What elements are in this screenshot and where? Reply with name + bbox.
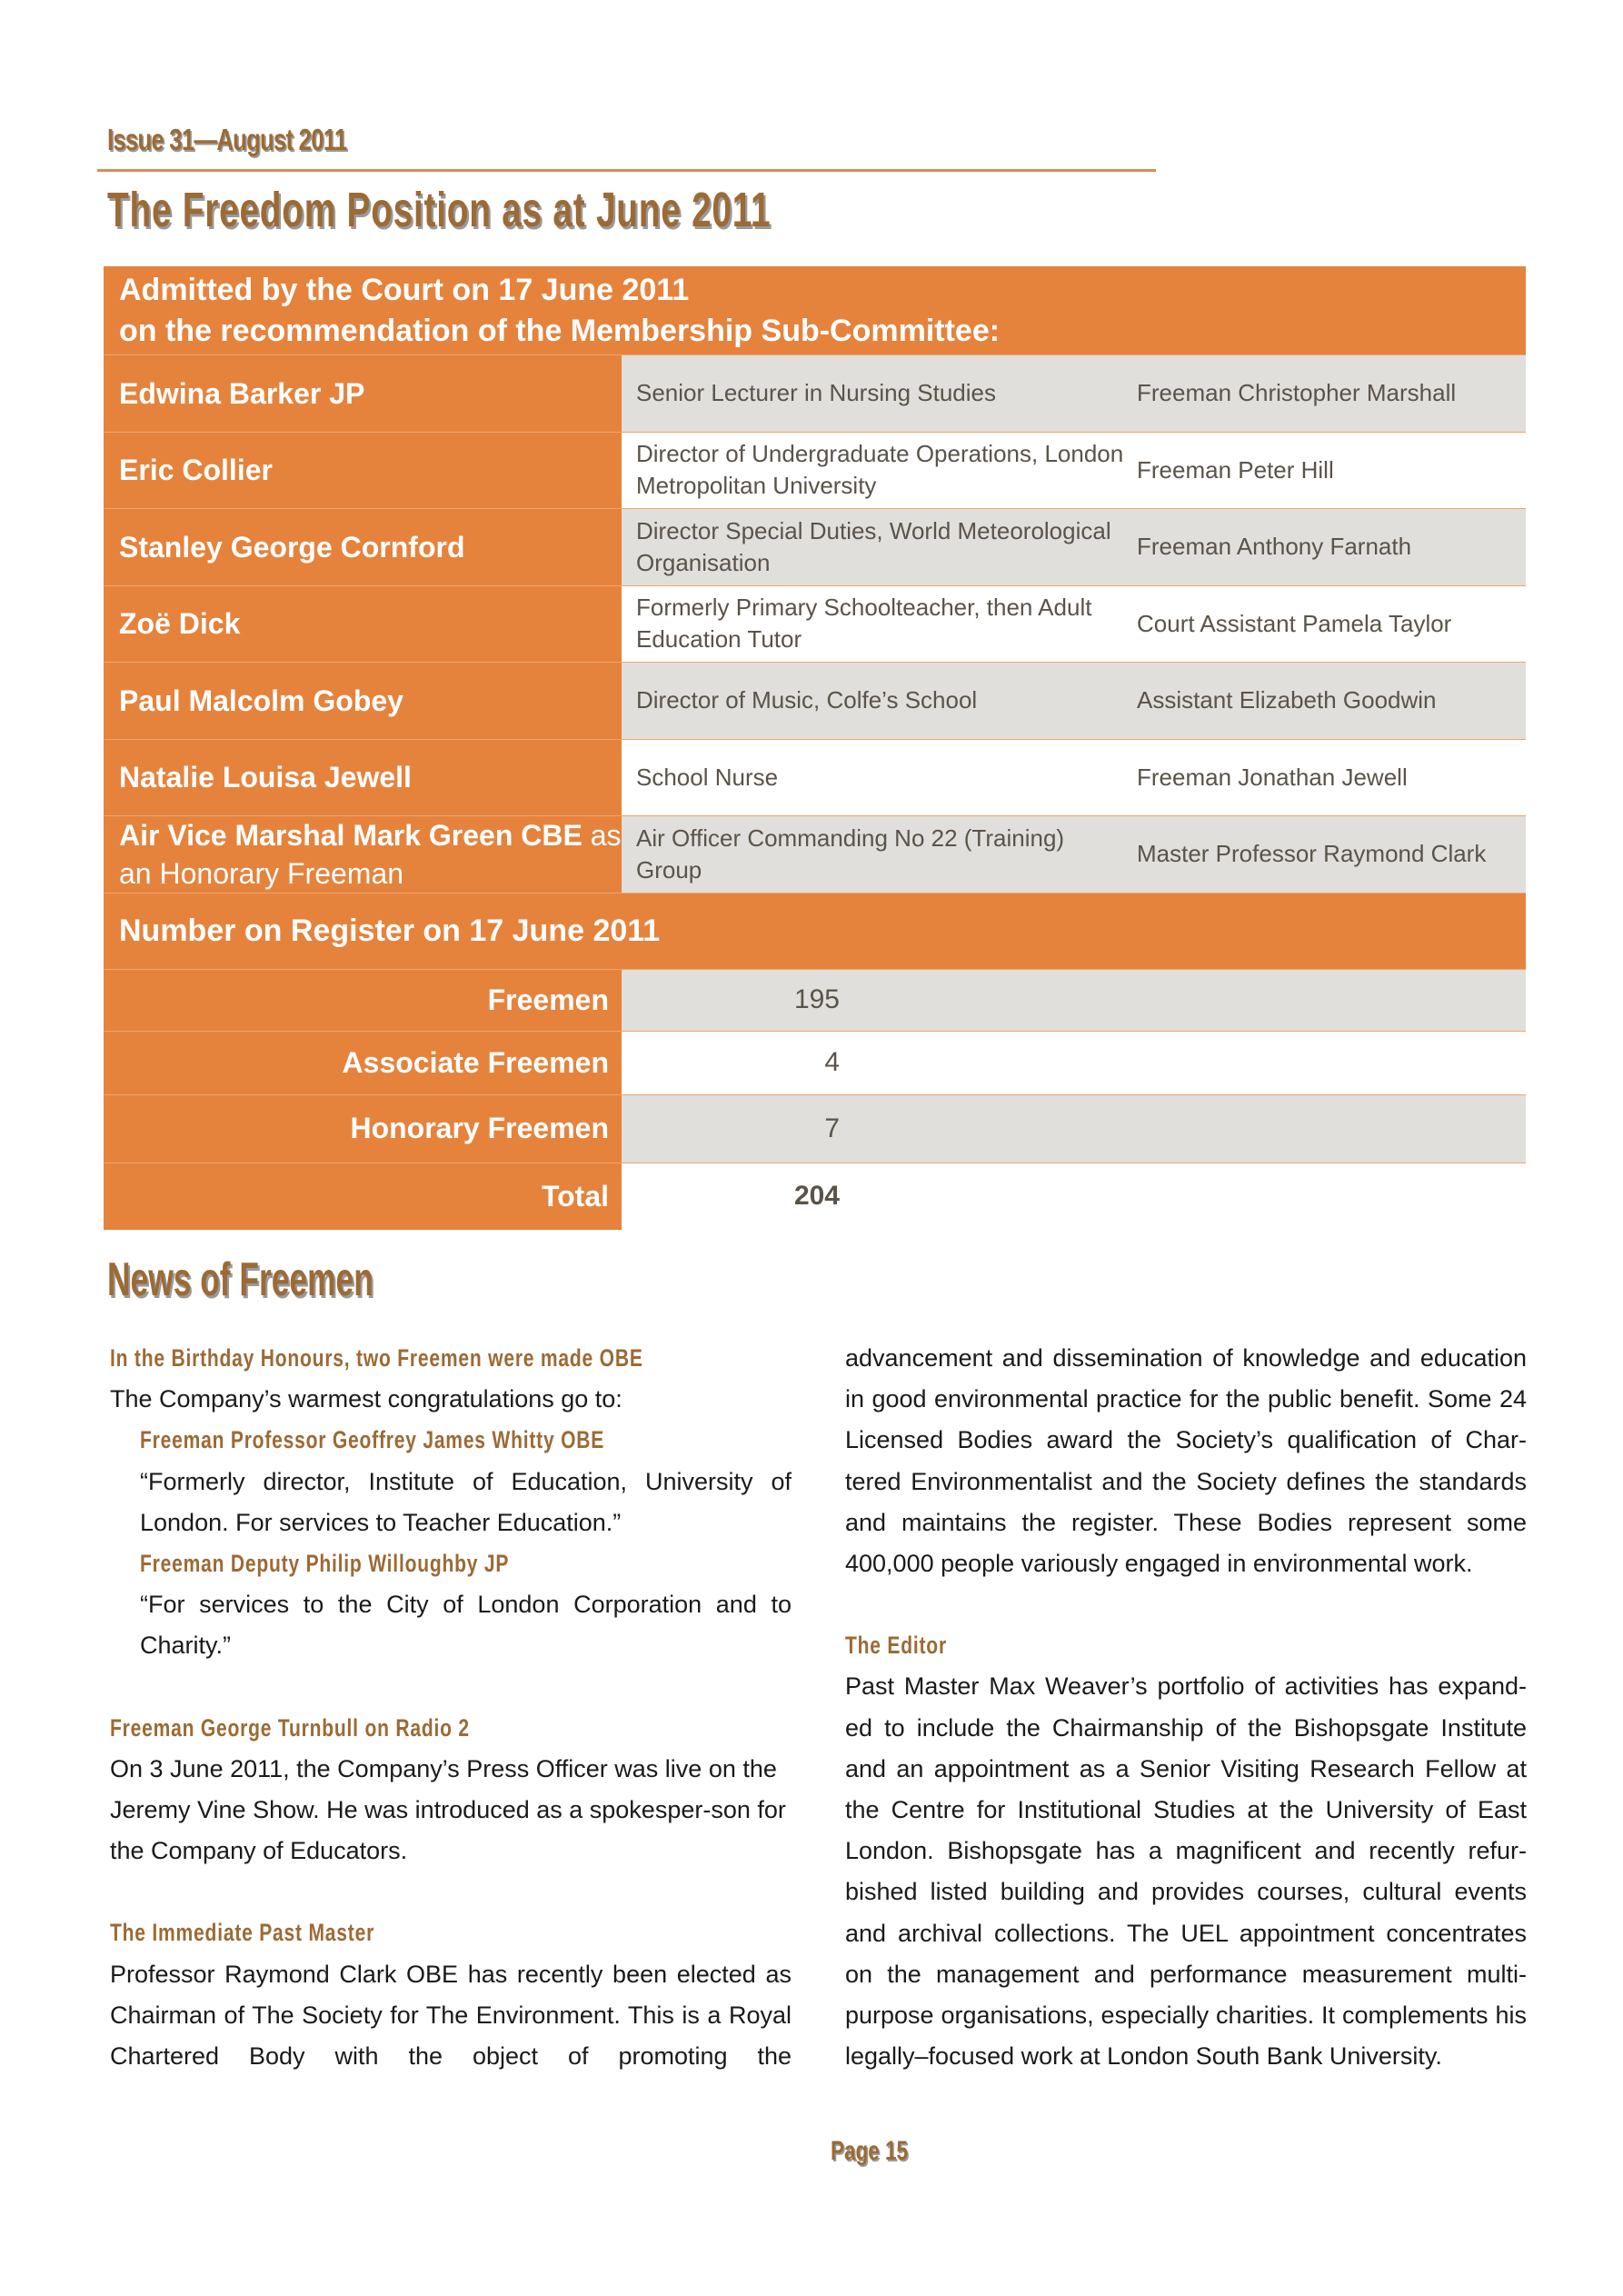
register-value: 195 xyxy=(622,970,849,1031)
past-master-heading: The Immediate Past Master xyxy=(110,1919,375,1947)
member-role: Director Special Duties, World Meteorological Organisation xyxy=(622,509,1133,585)
editor-body: Past Master Max Weaver’s portfolio of activities has expand-ed to include the Chairmanship of the Bishopsgate Institute and an appointment as a Senior Visiting Research Fellow at the Centre for Institutional Studies at the University of East London. Bishopsgate has a magnificent and recently refur-bished listed building and provides courses, cultural events and archival collections. The UEL appointment concentrates on the management and performance measurement multi-purpose organisations, especially charities. It complements his legally–focused work at London South Bank University. xyxy=(845,1672,1527,2071)
freedom-table xyxy=(104,266,1526,1230)
member-sponsor: Court Assistant Pamela Taylor xyxy=(1133,586,1526,663)
member-name-text: Zoë Dick xyxy=(119,607,241,641)
member-role: Senior Lecturer in Nursing Studies xyxy=(622,355,1133,432)
member-name-text: Paul Malcolm Gobey xyxy=(119,684,403,717)
table-row xyxy=(104,432,1526,509)
member-name xyxy=(104,740,622,816)
member-name xyxy=(104,663,622,739)
editor-heading: The Editor xyxy=(845,1632,947,1660)
register-value: 7 xyxy=(622,1095,849,1163)
register-row xyxy=(104,1031,1526,1094)
member-name xyxy=(104,433,622,509)
admissions-heading-line2: on the recommendation of the Membership Sub-Committee: xyxy=(119,314,1001,348)
admissions-heading xyxy=(104,266,1526,354)
page-number: Page 15 xyxy=(831,2136,909,2166)
table-row xyxy=(104,739,1526,816)
table-row xyxy=(104,662,1526,739)
member-sponsor: Freeman Christopher Marshall xyxy=(1133,355,1526,432)
member-name xyxy=(104,355,622,432)
member-sponsor: Freeman Jonathan Jewell xyxy=(1133,740,1526,816)
member-name xyxy=(104,586,622,663)
register-label: Associate Freemen xyxy=(104,1032,622,1094)
register-total-row xyxy=(104,1163,1526,1230)
news-column-left xyxy=(110,1338,792,2077)
register-label: Freemen xyxy=(104,970,622,1031)
member-role: Director of Undergraduate Operations, London Metropolitan University xyxy=(622,433,1133,509)
register-value: 204 xyxy=(793,1181,840,1211)
member-name xyxy=(104,509,622,585)
member-sponsor: Freeman Anthony Farnath xyxy=(1133,509,1526,585)
member-role: School Nurse xyxy=(622,740,1133,816)
table-row xyxy=(104,354,1526,432)
register-row xyxy=(104,969,1526,1031)
member-sponsor: Master Professor Raymond Clark xyxy=(1133,816,1526,893)
past-master-body: Professor Raymond Clark OBE has recently been elected as Chairman of The Society for The Environment. This is a Royal Chartered Body with the object of promoting the xyxy=(110,1960,792,2071)
issue-label: Issue 31—August 2011 xyxy=(107,123,347,156)
honoree-citation: “Formerly director, Institute of Education, University of London. For services to Teacher Education.” xyxy=(140,1467,792,1536)
member-role: Formerly Primary Schoolteacher, then Adult Education Tutor xyxy=(622,586,1133,663)
register-heading: Number on Register on 17 June 2011 xyxy=(104,893,1526,969)
register-label: Honorary Freemen xyxy=(104,1095,622,1163)
member-name-text: Air Vice Marshal Mark Green CBE xyxy=(119,818,582,852)
register-value: 4 xyxy=(824,1047,840,1077)
news-title: News of Freemen xyxy=(107,1253,373,1306)
member-name-text: Edwina Barker JP xyxy=(119,376,365,410)
member-name-text: Eric Collier xyxy=(119,454,273,487)
header-divider xyxy=(97,169,1156,172)
table-row xyxy=(104,508,1526,585)
page-title: The Freedom Position as at June 2011 xyxy=(107,183,772,237)
birthday-heading: In the Birthday Honours, two Freemen were made OBE xyxy=(110,1344,643,1372)
birthday-intro: The Company’s warmest congratulations go to: xyxy=(110,1385,622,1413)
honoree-name: Freeman Professor Geoffrey James Whitty OBE xyxy=(140,1426,605,1454)
member-name-text: Stanley George Cornford xyxy=(119,530,465,564)
member-sponsor: Freeman Peter Hill xyxy=(1133,433,1526,509)
member-name-suffix: as an Honorary Freeman xyxy=(119,818,622,890)
honoree-name: Freeman Deputy Philip Willoughby JP xyxy=(140,1550,510,1578)
honours-list xyxy=(110,1420,792,1666)
member-role: Air Officer Commanding No 22 (Training) Group xyxy=(622,816,1133,893)
radio-heading: Freeman George Turnbull on Radio 2 xyxy=(110,1713,470,1742)
honoree-citation: “For services to the City of London Corporation and to Charity.” xyxy=(140,1591,792,1660)
member-name-text: Natalie Louisa Jewell xyxy=(119,761,412,794)
member-name xyxy=(104,816,622,893)
table-row xyxy=(104,815,1526,893)
radio-body: On 3 June 2011, the Company’s Press Officer was live on the Jeremy Vine Show. He was introduced as a spokesper-son for the Company of Educators. xyxy=(110,1754,786,1865)
table-row xyxy=(104,585,1526,663)
admissions-heading-line1: Admitted by the Court on 17 June 2011 xyxy=(119,273,690,307)
member-role: Director of Music, Colfe’s School xyxy=(622,663,1133,739)
member-sponsor: Assistant Elizabeth Goodwin xyxy=(1133,663,1526,739)
news-column-right xyxy=(845,1338,1527,2077)
register-label: Total xyxy=(104,1163,622,1230)
register-row xyxy=(104,1094,1526,1163)
past-master-body-continued: advancement and dissemination of knowledge and education in good environmental practice for the public benefit. Some 24 Licensed Bodies award the Society’s qualification of Char-tered Environmentalist and the Society defines the standards and maintains the register. These Bodies represent some 400,000 people variously engaged in environmental work. xyxy=(845,1344,1527,1578)
